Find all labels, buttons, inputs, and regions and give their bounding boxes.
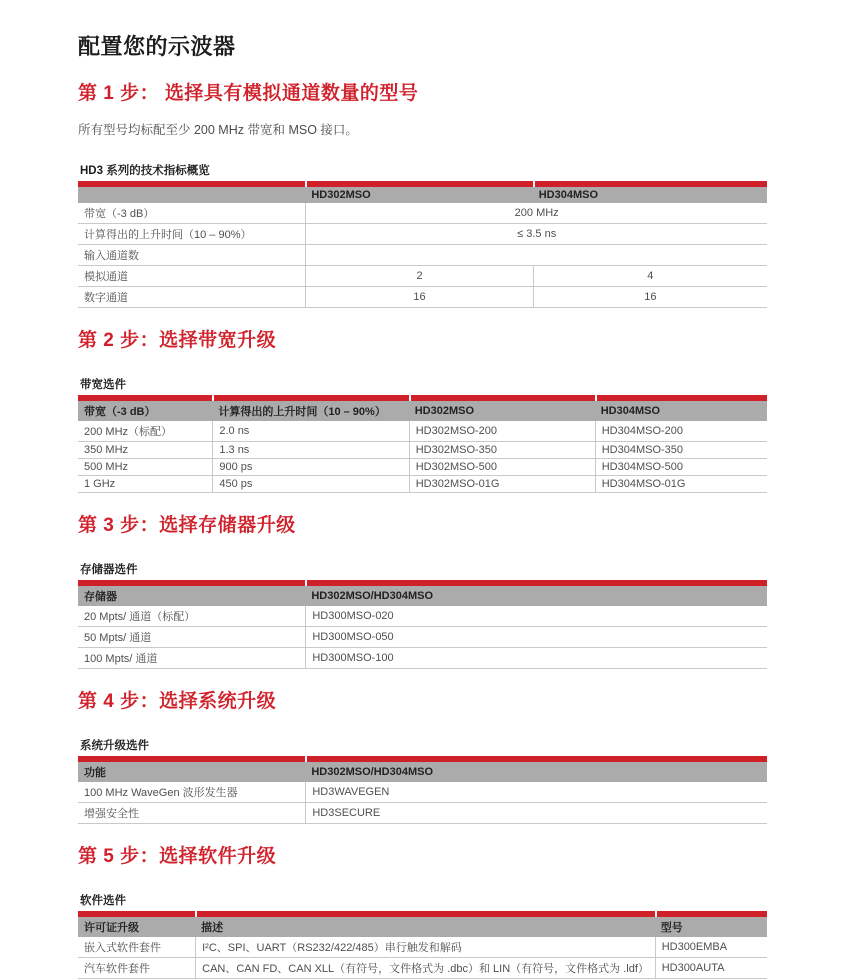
- table-cell: HD304MSO-500: [595, 459, 767, 476]
- column-header: 型号: [655, 917, 767, 937]
- table-cell: HD302MSO-200: [409, 421, 595, 442]
- table-cell: HD302MSO-350: [409, 442, 595, 459]
- spec-overview-table: [78, 181, 767, 308]
- table-cell: 350 MHz: [78, 442, 212, 459]
- row-label: 数字通道: [78, 287, 305, 308]
- table-cell: CAN、CAN FD、CAN XLL（有符号，文件格式为 .dbc）和 LIN（有符号，文件格式为 .ldf）: [195, 958, 655, 979]
- table-cell: HD300EMBA: [655, 937, 767, 958]
- column-header: 功能: [78, 762, 305, 782]
- table-cell: HD300AUTA: [655, 958, 767, 979]
- table-row: [78, 803, 767, 824]
- table-row: [78, 476, 767, 493]
- spec-table-header-row: [78, 187, 767, 203]
- table-cell: 16: [305, 287, 532, 308]
- column-header: HD304MSO: [595, 401, 767, 421]
- table-cell: HD3WAVEGEN: [305, 782, 767, 803]
- column-header-hd304mso: HD304MSO: [533, 187, 767, 203]
- column-header: 描述: [195, 917, 655, 937]
- step1-heading: 第 1 步： 选择具有模拟通道数量的型号: [78, 83, 419, 104]
- row-label: 输入通道数: [78, 245, 305, 266]
- software-table-title: 软件选件: [80, 895, 126, 907]
- table-cell: 1.3 ns: [212, 442, 408, 459]
- memory-table-title: 存储器选件: [80, 564, 138, 576]
- table-cell: 450 ps: [212, 476, 408, 493]
- table-cell: 100 MHz WaveGen 波形发生器: [78, 782, 305, 803]
- table-row-bandwidth: [78, 203, 767, 224]
- table-cell: 16: [533, 287, 767, 308]
- table-cell: HD300MSO-100: [305, 648, 767, 669]
- system-table-header-row: [78, 762, 767, 782]
- table-cell: [305, 245, 767, 266]
- column-header: 许可证升级: [78, 917, 195, 937]
- table-row: [78, 648, 767, 669]
- table-cell: HD302MSO-500: [409, 459, 595, 476]
- table-row-risetime: [78, 224, 767, 245]
- table-cell: HD300MSO-050: [305, 627, 767, 648]
- step3-heading: 第 3 步：选择存储器升级: [78, 515, 296, 536]
- table-cell: 900 ps: [212, 459, 408, 476]
- table-cell: 4: [533, 266, 767, 287]
- column-header: 存储器: [78, 586, 305, 606]
- column-header: HD302MSO: [409, 401, 595, 421]
- table-row: [78, 782, 767, 803]
- bandwidth-options-table: [78, 395, 767, 493]
- table-row: [78, 627, 767, 648]
- table-cell: 200 MHz（标配）: [78, 421, 212, 442]
- software-table-header-row: [78, 917, 767, 937]
- column-header: HD302MSO/HD304MSO: [305, 586, 767, 606]
- table-cell: 500 MHz: [78, 459, 212, 476]
- software-options-table: [78, 911, 767, 979]
- step2-heading: 第 2 步：选择带宽升级: [78, 330, 277, 351]
- table-cell: 嵌入式软件套件: [78, 937, 195, 958]
- table-row-digital-channels: [78, 287, 767, 308]
- column-header: 计算得出的上升时间（10 – 90%）: [212, 401, 408, 421]
- step1-intro: 所有型号均标配至少 200 MHz 带宽和 MSO 接口。: [78, 123, 358, 137]
- table-cell: 20 Mpts/ 通道（标配）: [78, 606, 305, 627]
- system-upgrade-table: [78, 756, 767, 824]
- table-cell: 200 MHz: [305, 203, 767, 224]
- column-header: HD302MSO/HD304MSO: [305, 762, 767, 782]
- table-row-input-channels: [78, 245, 767, 266]
- table-row: [78, 442, 767, 459]
- row-label: 带宽（-3 dB）: [78, 203, 305, 224]
- table-cell: HD3SECURE: [305, 803, 767, 824]
- table-cell: 1 GHz: [78, 476, 212, 493]
- table-cell: HD304MSO-350: [595, 442, 767, 459]
- row-label: 模拟通道: [78, 266, 305, 287]
- column-header-blank: [78, 187, 305, 203]
- memory-table-header-row: [78, 586, 767, 606]
- row-label: 计算得出的上升时间（10 – 90%）: [78, 224, 305, 245]
- table-cell: HD304MSO-200: [595, 421, 767, 442]
- table-cell: HD300MSO-020: [305, 606, 767, 627]
- system-table-title: 系统升级选件: [80, 740, 149, 752]
- bandwidth-table-header-row: [78, 401, 767, 421]
- table-row: [78, 937, 767, 958]
- step5-heading: 第 5 步：选择软件升级: [78, 846, 277, 867]
- table-cell: 2.0 ns: [212, 421, 408, 442]
- table-cell: I²C、SPI、UART（RS232/422/485）串行触发和解码: [195, 937, 655, 958]
- table-cell: 2: [305, 266, 532, 287]
- memory-options-table: [78, 580, 767, 669]
- table-cell: 增强安全性: [78, 803, 305, 824]
- column-header: 带宽（-3 dB）: [78, 401, 212, 421]
- table-cell: HD304MSO-01G: [595, 476, 767, 493]
- table-cell: 100 Mpts/ 通道: [78, 648, 305, 669]
- table-row: [78, 459, 767, 476]
- table-cell: HD302MSO-01G: [409, 476, 595, 493]
- step4-heading: 第 4 步：选择系统升级: [78, 691, 277, 712]
- table-cell: ≤ 3.5 ns: [305, 224, 767, 245]
- table-row: [78, 606, 767, 627]
- column-header-hd302mso: HD302MSO: [305, 187, 532, 203]
- table-row: [78, 958, 767, 979]
- table-cell: 50 Mpts/ 通道: [78, 627, 305, 648]
- bandwidth-table-title: 带宽选件: [80, 379, 126, 391]
- table-row-analog-channels: [78, 266, 767, 287]
- spec-table-title: HD3 系列的技术指标概览: [80, 165, 210, 177]
- table-row: [78, 421, 767, 442]
- table-cell: 汽车软件套件: [78, 958, 195, 979]
- page-title: 配置您的示波器: [78, 34, 236, 59]
